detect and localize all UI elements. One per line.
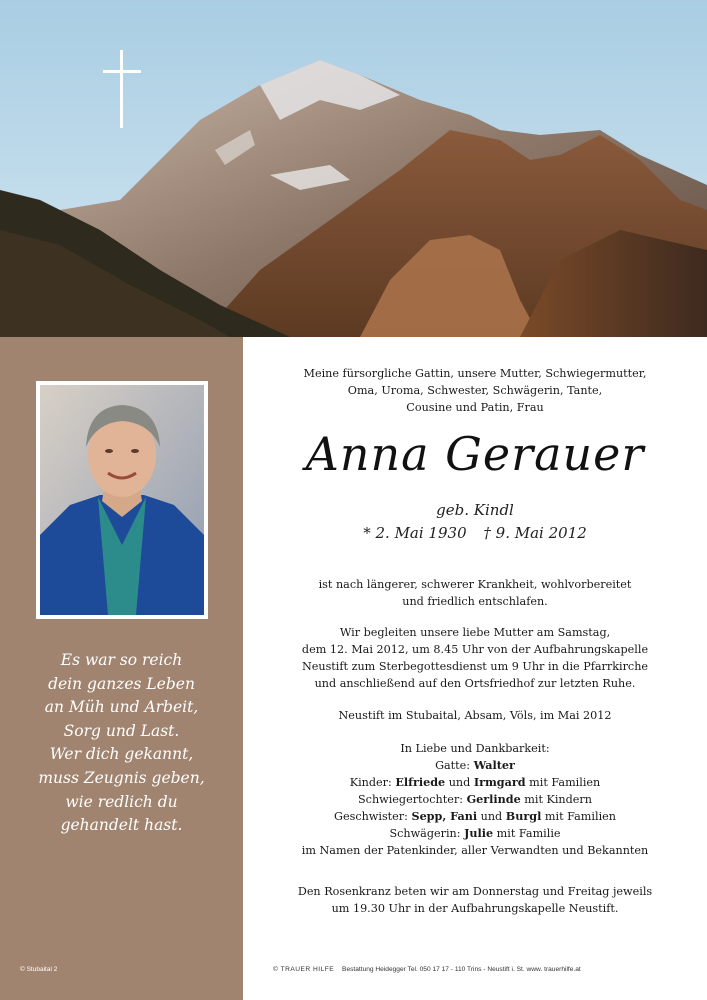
siblings-line [243,808,707,825]
passing-text [243,576,707,610]
funeral-line: dem 12. Mai 2012, um 8.45 Uhr von der Aufbahrungskapelle [301,643,649,656]
intro-line: Cousine und Patin, Frau [406,401,544,414]
footer-brand: © TRAUER HILFE [273,966,335,973]
rosary-line: um 19.30 Uhr in der Aufbahrungskapelle Neustift. [331,902,619,915]
portrait-photo [40,385,204,615]
poem-line: muss Zeugnis geben, [38,768,205,787]
sisterinlaw-label: Schwägerin: [389,827,465,840]
passing-line: und friedlich entschlafen. [402,595,548,608]
poem-line: gehandelt hast. [60,816,183,835]
poem-line: dein ganzes Leben [48,674,195,693]
child-name: Elfriede [395,775,446,789]
spouse-name: Walter [473,758,515,772]
cross-icon [103,50,141,128]
passing-line: ist nach längerer, schwerer Krankheit, wohlvorbereitet [318,578,632,591]
thanks-heading: In Liebe und Dankbarkeit: [400,742,550,755]
maiden-name: geb. Kindl [436,501,514,519]
poem-line: wie redlich du [65,792,178,811]
intro-line: Meine fürsorgliche Gattin, unsere Mutter, Schwiegermutter, [303,367,647,380]
deceased-name: Anna Gerauer [305,427,645,481]
funeral-line: Neustift zum Sterbegottesdienst um 9 Uhr in die Pfarrkirche [301,660,649,673]
funeral-line: Wir begleiten unsere liebe Mutter am Samstag, [339,626,611,639]
sisterinlaw-name: Julie [464,826,494,840]
poem-line: Es war so reich [60,651,183,669]
rosary-line: Den Rosenkranz beten wir am Donnerstag und Freitag jeweils [297,885,653,898]
intro-text [243,365,707,416]
funeral-line: und anschließend auf den Ortsfriedhof zur letzten Ruhe. [314,677,636,690]
siblings-label: Geschwister: [334,810,412,823]
conjunction: und [477,810,506,823]
sibling-names: Sepp, Fani [411,809,478,823]
funeral-text [243,624,707,692]
sidebar-copyright: © Stubaital 2 [20,966,58,973]
poem-line: Sorg und Last. [63,721,180,740]
sibling-name: Burgl [505,809,542,823]
children-label: Kinder: [349,776,396,789]
inlaw-line [243,791,707,808]
poem-line: an Müh und Arbeit, [44,698,199,717]
sidebar [0,337,243,1000]
intro-line: Oma, Uroma, Schwester, Schwägerin, Tante, [347,384,603,397]
mourners-list [243,740,707,859]
spouse-line [243,757,707,774]
inlaw-label: Schwiegertochter: [358,793,467,806]
closing-line: im Namen der Patenkinder, aller Verwandten und Bekannten [301,844,649,857]
poem-line: Wer dich gekannt, [49,745,194,764]
sisterinlaw-suffix: mit Familie [493,827,561,840]
footer-text: Bestattung Heidegger Tel. 050 17 17 - 110 Trins - Neustift i. St. www. trauerhilfe.at [342,966,581,973]
inlaw-suffix: mit Kindern [520,793,592,806]
footer [273,966,703,973]
children-line [243,774,707,791]
rosary-text [243,883,707,917]
spouse-label: Gatte: [435,759,474,772]
death-date: † 9. Mai 2012 [483,524,587,542]
birth-date: * 2. Mai 1930 [363,524,467,542]
inlaw-name: Gerlinde [466,792,521,806]
main-content [243,337,707,1000]
sisterinlaw-line [243,825,707,842]
child-name: Irmgard [473,775,526,789]
life-dates [243,524,707,542]
portrait-frame [36,381,208,619]
place-date: Neustift im Stubaital, Absam, Völs, im Mai 2012 [338,709,612,722]
siblings-suffix: mit Familien [541,810,616,823]
conjunction: und [445,776,474,789]
poem [0,649,243,838]
children-suffix: mit Familien [525,776,601,789]
header-banner [0,0,707,337]
